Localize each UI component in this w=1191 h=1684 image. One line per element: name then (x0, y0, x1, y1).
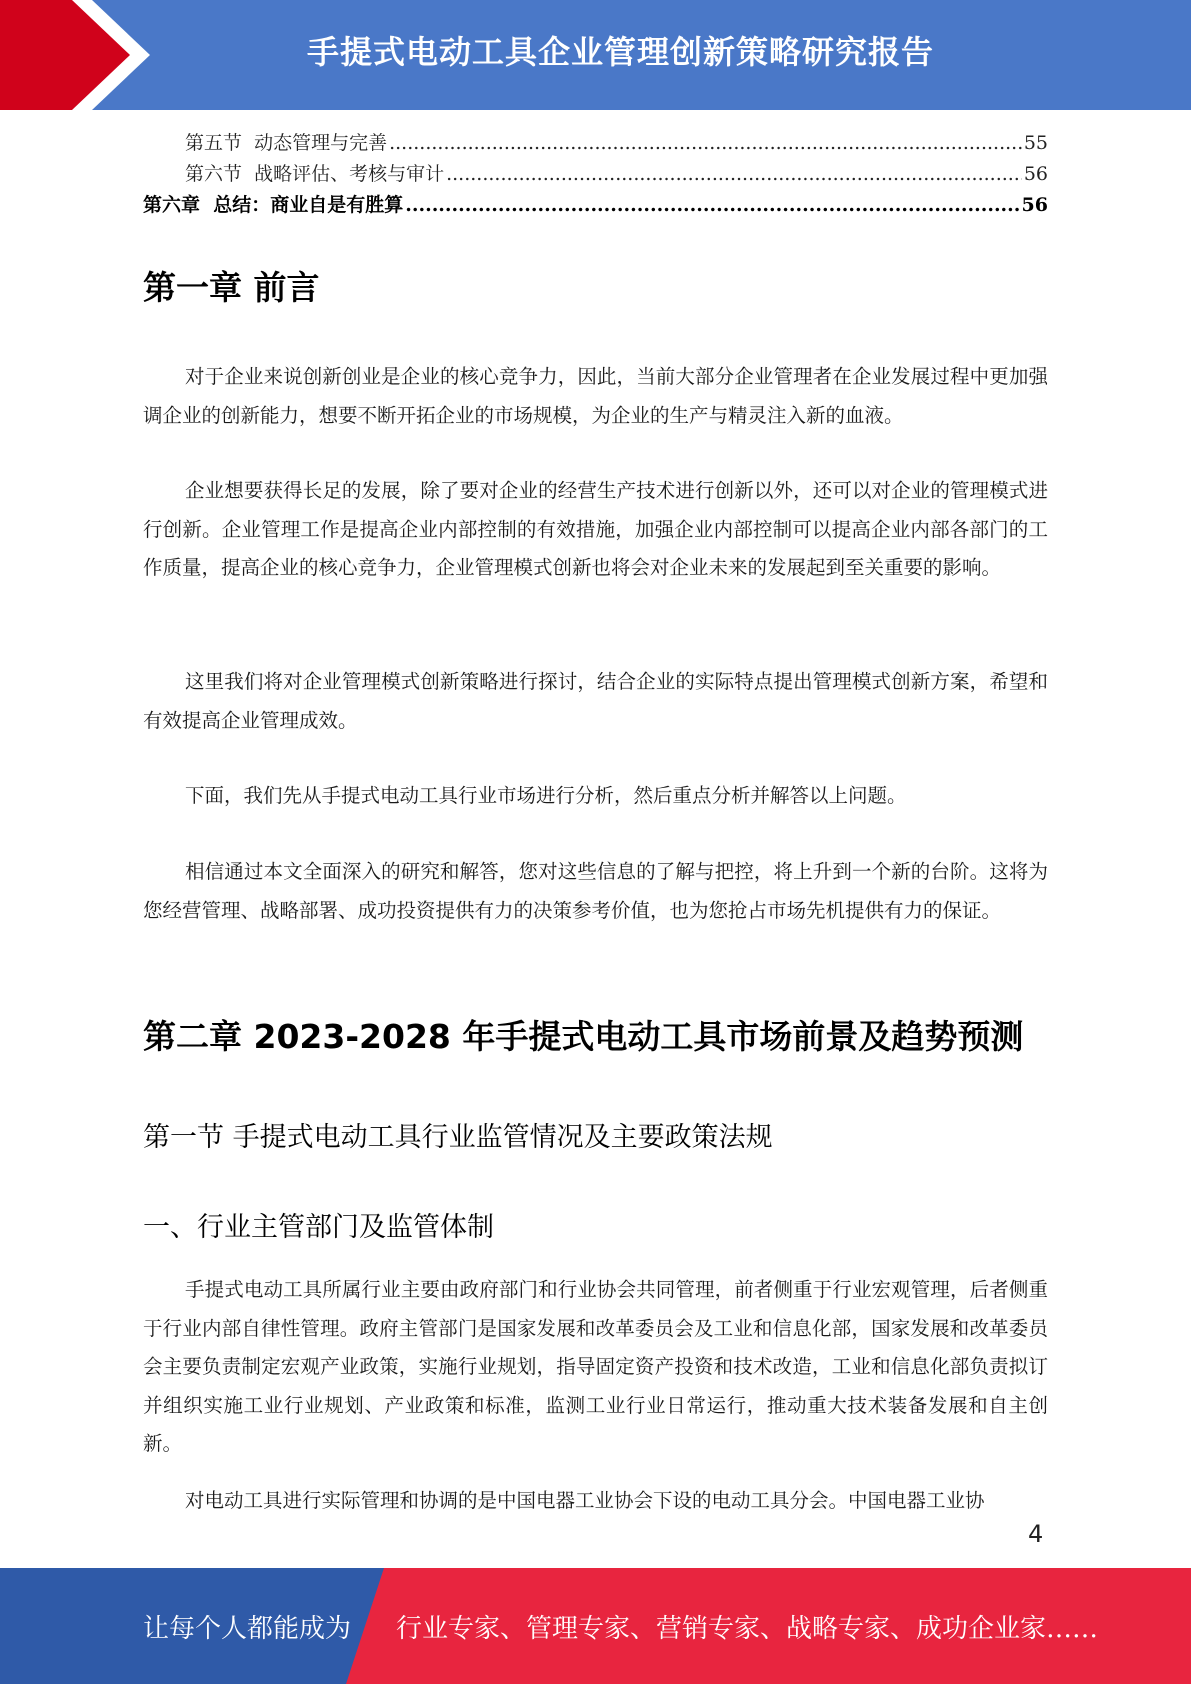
toc-entry-label: 第六节 战略评估、考核与审计 (185, 163, 445, 185)
toc-entry[interactable] (143, 128, 1048, 159)
table-of-contents (143, 128, 1048, 221)
page-footer (0, 1568, 1191, 1684)
toc-entry-label: 第五节 动态管理与完善 (185, 132, 388, 154)
chapter-2-heading: 第二章 2023-2028 年手提式电动工具市场前景及趋势预测 (143, 1017, 1024, 1056)
toc-leader-dots (389, 132, 1022, 154)
paragraph: 企业想要获得长足的发展，除了要对企业的经营生产技术进行创新以外，还可以对企业的管理模式进行创新。企业管理工作是提高企业内部控制的有效措施，加强企业内部控制可以提高企业内部各部门的工作质量，提高企业的核心竞争力，企业管理模式创新也将会对企业未来的发展起到至关重要的影响。 (143, 479, 1048, 579)
page-number: 4 (1028, 1520, 1044, 1548)
subsection-heading: 一、行业主管部门及监管体制 (143, 1212, 494, 1243)
section-heading: 第一节 手提式电动工具行业监管情况及主要政策法规 (143, 1122, 773, 1153)
toc-leader-dots (405, 194, 1019, 216)
paragraph: 手提式电动工具所属行业主要由政府部门和行业协会共同管理，前者侧重于行业宏观管理，后者侧重于行业内部自律性管理。政府主管部门是国家发展和改革委员会及工业和信息化部，国家发展和改革委员会主要负责制定宏观产业政策，实施行业规划，指导固定资产投资和技术改造，工业和信息化部负责拟订并组织实施工业行业规划、产业政策和标准，监测工业行业日常运行，推动重大技术装备发展和自主创新。 (143, 1278, 1048, 1455)
chapter-1-heading: 第一章 前言 (143, 268, 320, 307)
paragraph: 对电动工具进行实际管理和协调的是中国电器工业协会下设的电动工具分会。中国电器工业协 (185, 1489, 985, 1512)
paragraph: 这里我们将对企业管理模式创新策略进行探讨，结合企业的实际特点提出管理模式创新方案，希望和有效提高企业管理成效。 (143, 670, 1048, 732)
report-title: 手提式电动工具企业管理创新策略研究报告 (306, 33, 934, 71)
toc-entry[interactable] (143, 190, 1048, 221)
paragraph: 相信通过本文全面深入的研究和解答，您对这些信息的了解与把控，将上升到一个新的台阶。这将为您经营管理、战略部署、成功投资提供有力的决策参考价值，也为您抢占市场先机提供有力的保证。 (143, 860, 1048, 922)
footer-slogan-left: 让每个人都能成为 (143, 1613, 352, 1644)
toc-entry[interactable] (143, 159, 1048, 190)
footer-slogan-right: 行业专家、管理专家、营销专家、战略专家、成功企业家…… (396, 1613, 1099, 1644)
page-header (0, 0, 1191, 110)
paragraph: 对于企业来说创新创业是企业的核心竞争力，因此，当前大部分企业管理者在企业发展过程中更加强调企业的创新能力，想要不断开拓企业的市场规模，为企业的生产与精灵注入新的血液。 (143, 365, 1048, 427)
toc-entry-page: 56 (1023, 163, 1048, 185)
toc-entry-page: 56 (1021, 194, 1048, 216)
toc-entry-label: 第六章 总结：商业自是有胜算 (143, 194, 404, 216)
toc-leader-dots (446, 163, 1022, 185)
paragraph: 下面，我们先从手提式电动工具行业市场进行分析，然后重点分析并解答以上问题。 (185, 784, 907, 807)
toc-entry-page: 55 (1023, 132, 1048, 154)
